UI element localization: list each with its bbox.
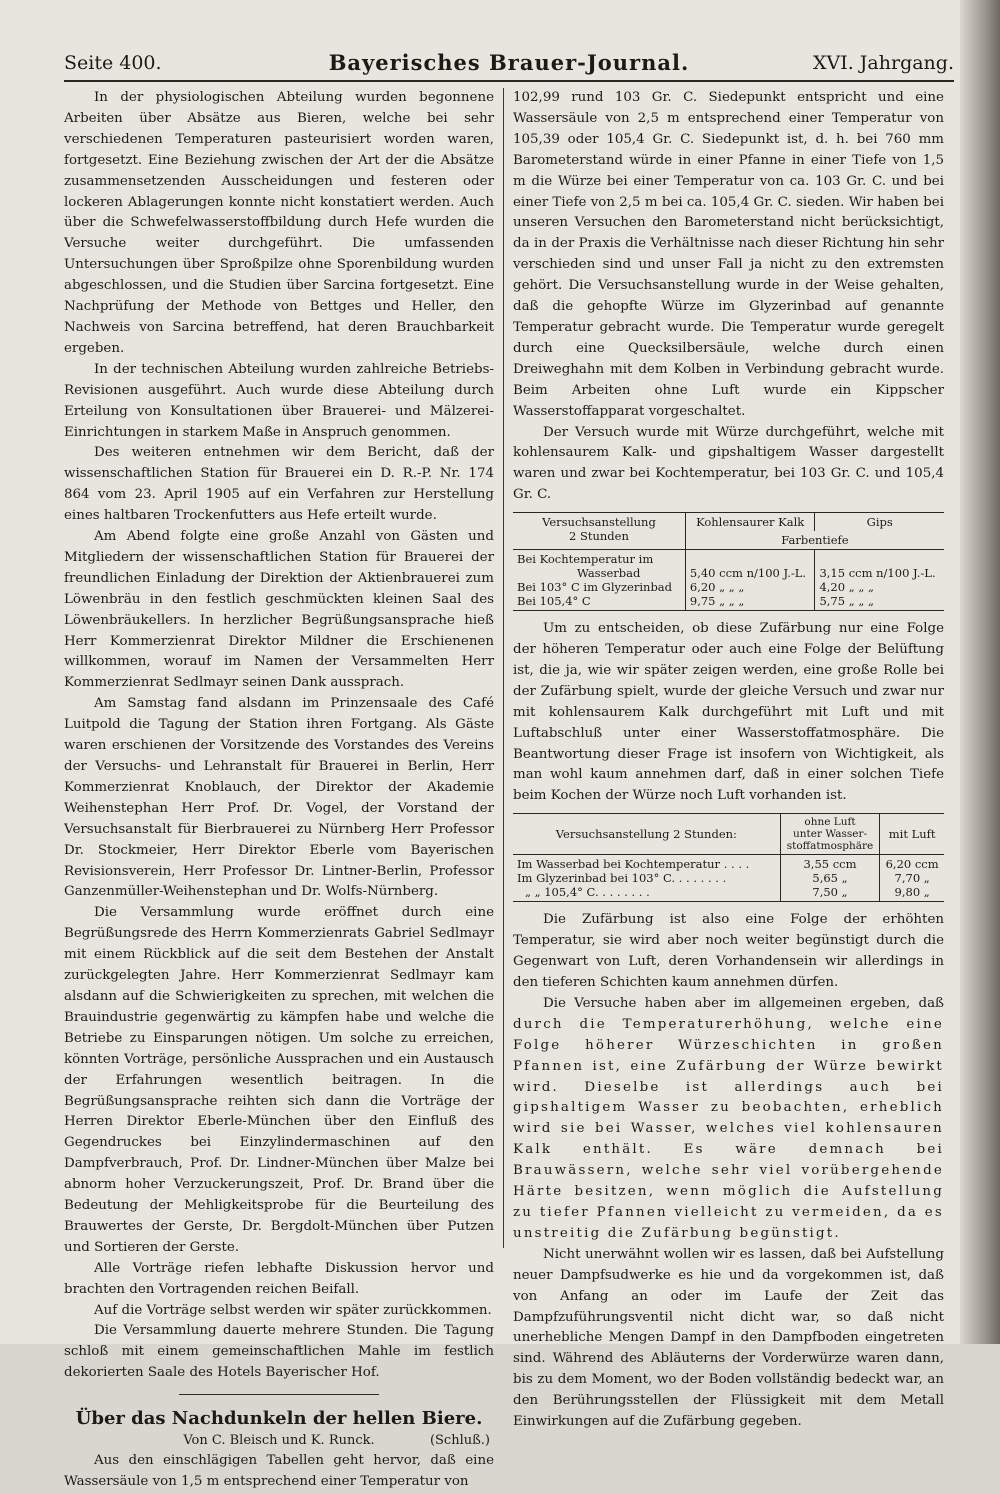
paragraph <box>513 994 944 1245</box>
page-header <box>64 50 954 82</box>
table-value: 9,80 „ <box>894 885 930 900</box>
article-byline <box>64 1431 494 1451</box>
journal-title: Bayerisches Brauer-Journal. <box>328 50 690 75</box>
table-value: 5,40 ccm n/100 J.-L. <box>689 566 807 581</box>
table-header-cell <box>780 814 880 855</box>
page-number: Seite 400. <box>64 52 162 74</box>
table-value: 3,15 ccm n/100 J.-L. <box>819 566 936 581</box>
page-binding-edge <box>960 0 1000 1344</box>
table-header-text: Versuchsanstellung <box>542 515 656 530</box>
paragraph: 102,99 rund 103 Gr. C. Siedepunkt entspricht und eine Wassersäule von 2,5 m entsprechend einer Temperatur von 105,39 oder 105,4 Gr. C. Siedepunkt ist, d. h. bei 760 mm Barometerstand würde in einer Pfanne in einer Tiefe von 1,5 m die Würze bei einer Temperatur von ca. 103 Gr. C. und bei einer Tiefe von 2,5 m bei ca. 105,4 Gr. C. sieden. Wir haben bei unseren Versuchen den Barometerstand nicht berücksichtigt, da in der Praxis die Verhältnisse nach dieser Richtung hin sehr verschieden sind und unser Fall ja nicht zu den extremsten gehört. Die Versuchsanstellung wurde in der Weise gehalten, daß die gehopfte Würze im Glyzerinbad auf genannte Temperatur gebracht wurde. Die Temperatur wurde geregelt durch eine Quecksilbersäule, welche durch einen Dreiweghahn mit dem Kolben in Verbindung gebracht wurde. Beim Arbeiten ohne Luft wurde ein Kippscher Wasserstoffapparat vorgeschaltet. <box>513 90 944 419</box>
table-value: 3,55 ccm <box>803 857 857 872</box>
table-header-text: stoffatmosphäre <box>786 840 874 853</box>
table-header-cell: Versuchsanstellung 2 Stunden: <box>513 814 780 855</box>
paragraph-intro: Die Versuche haben aber im allgemeinen ergeben, daß <box>543 995 944 1011</box>
volume-label: XVI. Jahrgang. <box>812 52 954 74</box>
table-cell <box>780 855 880 902</box>
paragraph: Alle Vorträge riefen lebhafte Diskussion hervor und brachten den Vortragenden reichen Beifall. <box>64 1260 494 1297</box>
paragraph: Um zu entscheiden, ob diese Zufärbung nur eine Folge der höheren Temperatur oder auch eine Folge der Belüftung ist, die ja, wie wir später zeigen werden, eine große Rolle bei der Zufärbung spielt, wurde der gleiche Versuch und zwar nur mit kohlensaurem Kalk durchgeführt mit Luft und mit Luftabschluß unter einer Wasserstoffatmosphäre. Die Beantwortung dieser Frage ist insofern von Wichtigkeit, als man wohl kaum annehmen darf, daß in einer solchen Tiefe beim Kochen der Würze noch Luft vorhanden ist. <box>513 621 944 804</box>
table-value: 7,70 „ <box>894 871 930 886</box>
column-rule <box>503 88 504 1248</box>
paragraph: In der technischen Abteilung wurden zahlreiche Betriebs-Revisionen ausgeführt. Auch wurde diese Abteilung durch Erteilung von Konsultationen über Brauerei- und Mälzerei-Einrichtungen in starkem Maße in Anspruch genommen. <box>64 361 494 440</box>
paragraph: Aus den einschlägigen Tabellen geht hervor, daß eine Wassersäule von 1,5 m entsprechend einer Temperatur von <box>64 1453 494 1490</box>
table-row-label: Im Glyzerinbad bei 103° C. . . . . . . . <box>517 871 727 886</box>
left-column <box>64 88 494 1493</box>
table-header-cell: Kohlensaurer Kalk <box>685 513 815 532</box>
table-cell <box>880 855 944 902</box>
table-cell <box>513 550 685 611</box>
emphasized-text: durch die Temperaturerhöhung, welche eine Folge höherer Würzeschichten in großen Pfannen ist, eine Zufärbung der Würze bewirkt wird. Dieselbe ist allerdings auch bei gipshaltigem Wasser zu beobachten, erheblich wird sie bei Wasser, welches viel kohlensauren Kalk enthält. Es wäre demnach bei Brauwässern, welche sehr viel vorübergehende Härte besitzen, wenn möglich die Aufstellung zu tiefer Pfannen vielleicht zu vermeiden, da es unstreitig die Zufärbung begünstigt. <box>513 1016 944 1241</box>
table-header-text: unter Wasser- <box>793 828 868 841</box>
table-header-text: ohne Luft <box>804 816 856 829</box>
table-cell <box>685 550 815 611</box>
table-value: 4,20 „ „ „ <box>819 580 874 595</box>
table-kalk-gips <box>513 512 944 611</box>
table-row-label: Bei 103° C im Glyzerinbad <box>517 580 673 595</box>
table-value: 7,50 „ <box>812 885 848 900</box>
table-row-label: „ „ 105,4° C. . . . . . . . <box>525 885 650 900</box>
table-value: 9,75 „ „ „ <box>689 594 745 609</box>
table-header-cell: Farbentiefe <box>685 531 944 550</box>
section-separator <box>179 1394 379 1395</box>
continuation-note: (Schluß.) <box>429 1433 490 1449</box>
article-title: Über das Nachdunkeln der hellen Biere. <box>75 1408 483 1430</box>
paragraph: Der Versuch wurde mit Würze durchgeführt, welche mit kohlensaurem Kalk- und gipshaltigem Wasser dargestellt waren und zwar bei Kochtemperatur, bei 103 Gr. C. und 105,4 Gr. C. <box>513 424 944 503</box>
byline-authors: Von C. Bleisch und K. Runck. <box>183 1433 375 1449</box>
table-header-cell: Gips <box>815 513 944 532</box>
paragraph: Des weiteren entnehmen wir dem Bericht, daß der wissenschaftlichen Station für Brauerei ein D. R.-P. Nr. 174 864 vom 23. April 1905 auf ein Verfahren zur Herstellung eines haltbaren Trockenfutters aus Hefe erteilt wurde. <box>64 445 494 524</box>
paragraph: In der physiologischen Abteilung wurden begonnene Arbeiten über Absätze aus Bieren, welche bei sehr verschiedenen Temperaturen pasteurisiert worden waren, fortgesetzt. Eine Beziehung zwischen der Art der die Absätze zusammensetzenden Ausscheidungen und festeren oder lockeren Ablagerungen konnte nicht konstatiert werden. Auch über die Schwefelwasserstoffbildung durch Hefe wurden die Versuche weiter durchgeführt. Die umfassenden Untersuchungen über Sproßpilze ohne Sporenbildung wurden abgeschlossen, und die Studien über Sarcina fortgesetzt. Eine Nachprüfung der Methode von Bettges und Heller, den Nachweis von Sarcina betreffend, hat deren Brauchbarkeit ergeben. <box>64 90 494 356</box>
table-header-text: 2 Stunden <box>569 529 629 544</box>
right-column <box>513 88 944 1433</box>
table-luft <box>513 813 944 902</box>
table-row-label: Im Wasserbad bei Kochtemperatur . . . . <box>517 857 750 872</box>
table-header-cell <box>513 513 685 550</box>
table-value: 5,65 „ <box>812 871 848 886</box>
paragraph: Die Versammlung dauerte mehrere Stunden. Die Tagung schloß mit einem gemeinschaftlichen Mahle im festlich dekorierten Saale des Hotels Bayerischer Hof. <box>64 1323 494 1381</box>
table-cell <box>815 550 944 611</box>
table-row-label: Wasserbad <box>577 566 641 581</box>
table-value: 6,20 „ „ „ <box>689 580 745 595</box>
paragraph: Die Versammlung wurde eröffnet durch eine Begrüßungsrede des Herrn Kommerzienrats Gabriel Sedlmayr mit einem Rückblick auf die seit dem Bestehen der Anstalt zurückgelegten Jahre. Herr Kommerzienrat Sedlmayr kam alsdann auf die Schwierigkeiten zu sprechen, mit welchen die Brauindustrie gegenwärtig zu kämpfen habe und welche die Betriebe zu Einsparungen nötigen. Um solche zu erreichen, könnten Vorträge, persönliche Aussprachen und ein Austausch der Erfahrungen wesentlich beitragen. In die Begrüßungsansprache reihten sich dann die Vorträge der Herren Direktor Eberle-München über den Einfluß des Gegendruckes bei Einzylindermaschinen auf den Dampfverbrauch, Prof. Dr. Lindner-München über Malze bei abnorm hoher Verzuckerungszeit, Prof. Dr. Brand über die Bedeutung der Mehligkeitsprobe für die Beurteilung des Brauwertes der Gerste, Dr. Bergdolt-München über Putzen und Sortieren der Gerste. <box>64 905 494 1255</box>
paragraph: Am Samstag fand alsdann im Prinzensaale des Café Luitpold die Tagung der Station ihren Fortgang. Als Gäste waren erschienen der Vorsitzende des Vorstandes des Vereins der Versuchs- und Lehranstalt für Brauerei in Berlin, Herr Kommerzienrat Knoblauch, der Direktor der Akademie Weihenstephan Herr Prof. Dr. Vogel, der Vorstand der Versuchsanstalt für Bierbrauerei zu Nürnberg Herr Professor Dr. Stockmeier, Herr Direktor Eberle vom Bayerischen Revisionsverein, Herr Professor Dr. Lintner-Berlin, Professor Ganzenmüller-Weihenstephan und Dr. Wolfs-Nürnberg. <box>64 696 494 900</box>
paragraph: Nicht unerwähnt wollen wir es lassen, daß bei Aufstellung neuer Dampfsudwerke es hie und da vorgekommen ist, daß von Anfang an oder im Laufe der Zeit das Dampfzuführungsventil nicht dicht war, so daß nicht unerhebliche Mengen Dampf in den Dampfboden eingetreten sind. Während des Abläuterns der Vorderwürze waren dann, bis zu dem Moment, wo der Boden vollständig bedeckt war, an den Berührungsstellen der Flüssigkeit mit dem Metall Einwirkungen auf die Zufärbung gegeben. <box>513 1246 944 1430</box>
table-row-label: Bei Kochtemperatur im <box>517 552 654 567</box>
paragraph: Die Zufärbung ist also eine Folge der erhöhten Temperatur, sie wird aber noch weiter begünstigt durch die Gegenwart von Luft, deren Vorhandensein wir allerdings in den tieferen Schichten kaum annehmen dürfen. <box>513 912 944 990</box>
table-row-label: Bei 105,4° C <box>517 594 591 609</box>
paragraph: Am Abend folgte eine große Anzahl von Gästen und Mitgliedern der wissenschaftlichen Station für Brauerei der freundlichen Einladung der Direktion der Aktienbrauerei zum Löwenbräu in den festlich geschmückten kleinen Saal des Löwenbräukellers. In herzlicher Begrüßungsansprache hieß Herr Kommerzienrat Direktor Mildner die Erschienenen willkommen, worauf im Namen der Versammelten Herr Kommerzienrat Sedlmayr seinen Dank aussprach. <box>64 529 494 691</box>
table-value: 5,75 „ „ „ <box>819 594 874 609</box>
table-cell <box>513 855 780 902</box>
paragraph: Auf die Vorträge selbst werden wir später zurückkommen. <box>94 1302 492 1318</box>
table-value: 6,20 ccm <box>885 857 939 872</box>
table-header-cell: mit Luft <box>880 814 944 855</box>
